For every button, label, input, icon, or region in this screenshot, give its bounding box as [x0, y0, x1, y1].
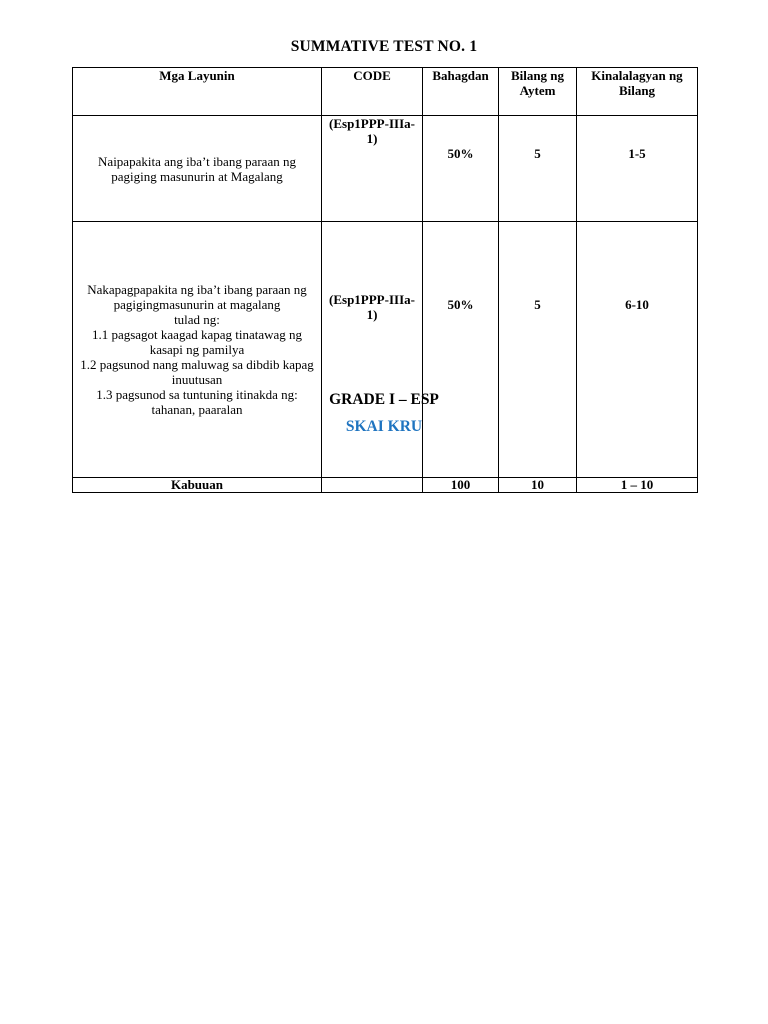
objective-text: Naipapakita ang iba’t ibang paraan ng pagiging masunurin at Magalang — [98, 153, 296, 184]
table-row — [73, 222, 698, 478]
percentage-cell: 50% — [423, 116, 499, 222]
items-cell: 5 — [499, 222, 577, 478]
code-cell: (Esp1PPP-IIIa-1) — [322, 116, 423, 222]
document-title: SUMMATIVE TEST NO. 1 — [290, 38, 478, 55]
objective-text: 1.2 pagsunod nang maluwag sa dibdib kapag inuutusan — [80, 357, 314, 387]
objective-text: tulad ng: — [174, 312, 220, 327]
grade-subject-heading: GRADE I – ESP — [329, 391, 439, 408]
header-items: Bilang ng Aytem — [499, 68, 577, 116]
header-objectives: Mga Layunin — [73, 68, 322, 116]
table-header-row — [73, 68, 698, 116]
objective-cell — [73, 222, 322, 478]
objective-text: Nakapagpapakita ng iba’t ibang paraan ng pagigingmasunurin at magalang — [87, 282, 307, 312]
objective-cell — [73, 116, 322, 222]
code-cell: (Esp1PPP-IIIa-1) — [322, 222, 423, 478]
percentage-cell: 50% — [423, 222, 499, 478]
total-label: Kabuuan — [73, 478, 322, 493]
items-cell: 5 — [499, 116, 577, 222]
placement-cell: 1-5 — [577, 116, 698, 222]
school-name: SKAI KRU — [345, 418, 423, 435]
objective-text: 1.3 pagsunod sa tuntuning itinakda ng: tahanan, paaralan — [96, 387, 298, 417]
table-row — [73, 116, 698, 222]
total-items: 10 — [499, 478, 577, 493]
total-percentage: 100 — [423, 478, 499, 493]
header-percentage: Bahagdan — [423, 68, 499, 116]
objective-text: 1.1 pagsagot kaagad kapag tinatawag ng kasapi ng pamilya — [91, 327, 303, 357]
header-code: CODE — [322, 68, 423, 116]
total-row — [73, 478, 698, 493]
placement-cell: 6-10 — [577, 222, 698, 478]
total-placement: 1 – 10 — [577, 478, 698, 493]
header-placement: Kinalalagyan ng Bilang — [577, 68, 698, 116]
total-code — [322, 478, 423, 493]
